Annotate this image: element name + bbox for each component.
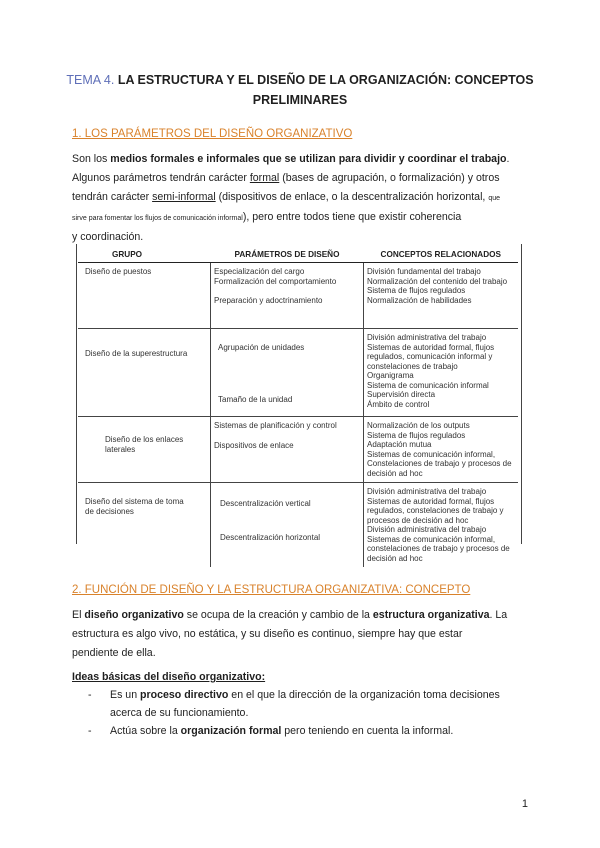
group-cell — [78, 483, 211, 568]
topic-number: TEMA 4. — [66, 73, 115, 87]
table-row — [78, 329, 518, 417]
concept-item: Constelaciones de trabajo y procesos de decisión ad hoc — [367, 459, 512, 478]
title-line-1: LA ESTRUCTURA Y EL DISEÑO DE LA ORGANIZACIÓN: CONCEPTOS — [117, 73, 534, 87]
text: (dispositivos de enlace, o la descentralización horizontal, — [215, 191, 489, 203]
concept-item: Adaptación mutua — [367, 440, 432, 449]
text: pero teniendo en cuenta la informal. — [281, 725, 454, 737]
group-cell — [78, 329, 211, 417]
concept-item: Sistemas de autoridad formal, flujos regulados, constelaciones de trabajo y procesos de decisión ad hoc — [367, 496, 504, 525]
bullet-item-2 — [88, 722, 528, 740]
text: estructura es algo vivo, no estática, y su diseño es continuo, siempre hay que estar — [72, 628, 463, 640]
text: ), pero entre todos tiene que existir coherencia — [242, 211, 462, 223]
section-1-body — [72, 150, 532, 247]
column-header: CONCEPTOS RELACIONADOS — [364, 246, 519, 263]
param-item: Agrupación de unidades — [218, 343, 305, 352]
bold-text: medios formales e informales que se utilizan para dividir y coordinar el trabajo — [110, 153, 507, 165]
text: Es un — [110, 689, 141, 701]
text: y coordinación. — [72, 231, 144, 243]
concept-item: Sistema de comunicación informal — [367, 380, 489, 390]
concept-item: División administrativa del trabajo — [367, 525, 487, 534]
concept-item: Organigrama — [367, 371, 414, 380]
params-cell — [211, 483, 364, 568]
concept-item: Sistemas de autoridad formal, flujos regulados, comunicación informal y constelaciones de trabajo — [367, 342, 495, 371]
text: tendrán carácter — [72, 191, 153, 203]
param-item: Formalización del comportamiento — [214, 276, 337, 286]
page-title — [60, 70, 540, 110]
ideas-heading-text: Ideas básicas del diseño organizativo: — [72, 671, 266, 683]
small-text: sirve para fomentar los flujos de comunicación informal — [72, 215, 243, 222]
ideas-heading — [72, 668, 532, 687]
concept-item: Sistemas de comunicación informal, constelaciones de trabajo y procesos de decisión ad hoc — [367, 534, 510, 563]
group-label: Diseño de los enlaces laterales — [105, 435, 184, 454]
concept-item: División fundamental del trabajo — [367, 267, 481, 276]
bold-text: estructura organizativa — [372, 609, 490, 621]
params-cell — [211, 329, 364, 417]
concept-item: Sistema de flujos regulados — [367, 286, 466, 295]
param-item: Descentralización horizontal — [220, 532, 321, 542]
table-row — [78, 417, 518, 483]
parameters-table — [78, 246, 518, 567]
bold-text: organización formal — [180, 725, 282, 737]
text: Algunos parámetros tendrán carácter — [72, 172, 250, 184]
concept-item: División administrativa del trabajo — [367, 487, 487, 496]
group-cell — [78, 417, 211, 483]
concept-item: Normalización de habilidades — [367, 295, 472, 305]
underlined-text: formal — [249, 172, 280, 184]
concept-item: Normalización del contenido del trabajo — [367, 276, 508, 286]
param-item: Descentralización vertical — [220, 499, 311, 508]
text: acerca de su funcionamiento. — [110, 707, 249, 719]
bullet-item-1 — [88, 686, 528, 722]
param-item: Preparación y adoctrinamiento — [214, 296, 323, 305]
param-item: Sistemas de planificación y control — [214, 421, 337, 430]
params-cell — [211, 263, 364, 329]
param-item: Dispositivos de enlace — [214, 440, 294, 450]
section-1-heading: 1. LOS PARÁMETROS DEL DISEÑO ORGANIZATIVO — [72, 128, 353, 140]
concepts-cell — [364, 483, 519, 568]
text: Actúa sobre la — [110, 725, 181, 737]
text: El — [72, 609, 85, 621]
concept-item: Normalización de los outputs — [367, 421, 470, 430]
small-text: que — [488, 195, 501, 202]
table-row — [78, 483, 518, 568]
column-header: GRUPO — [78, 246, 211, 263]
dash-bullet: - — [88, 689, 92, 701]
section-2-body — [72, 606, 532, 663]
text: en el que la dirección de la organización toma decisiones — [228, 689, 500, 701]
params-cell — [211, 417, 364, 483]
concept-item: Ámbito de control — [367, 399, 430, 409]
text: pendiente de ella. — [72, 647, 156, 659]
concept-item: Sistemas de comunicación informal, — [367, 449, 496, 459]
underlined-text: semi-informal — [152, 191, 216, 203]
param-item: Especialización del cargo — [214, 267, 305, 276]
table-row — [78, 263, 518, 329]
group-label: Diseño de puestos — [85, 267, 152, 276]
concepts-cell — [364, 263, 519, 329]
concept-item: Supervisión directa — [367, 390, 436, 399]
text: . — [506, 153, 510, 165]
page-number: 1 — [521, 798, 528, 810]
text: . La — [489, 609, 508, 621]
concept-item: Sistema de flujos regulados — [367, 430, 466, 440]
group-label: Diseño del sistema de toma de decisiones — [85, 497, 184, 516]
section-2-heading: 2. FUNCIÓN DE DISEÑO Y LA ESTRUCTURA ORGANIZATIVA: CONCEPTO — [72, 584, 471, 596]
text: se ocupa de la creación y cambio de la — [183, 609, 373, 621]
param-item: Tamaño de la unidad — [218, 394, 293, 404]
bold-text: proceso directivo — [140, 689, 229, 701]
text: (bases de agrupación, o formalización) y otros — [279, 172, 500, 184]
group-cell — [78, 263, 211, 329]
concept-item: División administrativa del trabajo — [367, 333, 487, 342]
concepts-cell — [364, 417, 519, 483]
group-label: Diseño de la superestructura — [85, 349, 188, 358]
concepts-cell — [364, 329, 519, 417]
dash-bullet: - — [88, 725, 92, 737]
column-header: PARÁMETROS DE DISEÑO — [211, 246, 364, 263]
bold-text: diseño organizativo — [84, 609, 184, 621]
title-line-2: PRELIMINARES — [252, 93, 348, 107]
text: Son los — [72, 153, 111, 165]
